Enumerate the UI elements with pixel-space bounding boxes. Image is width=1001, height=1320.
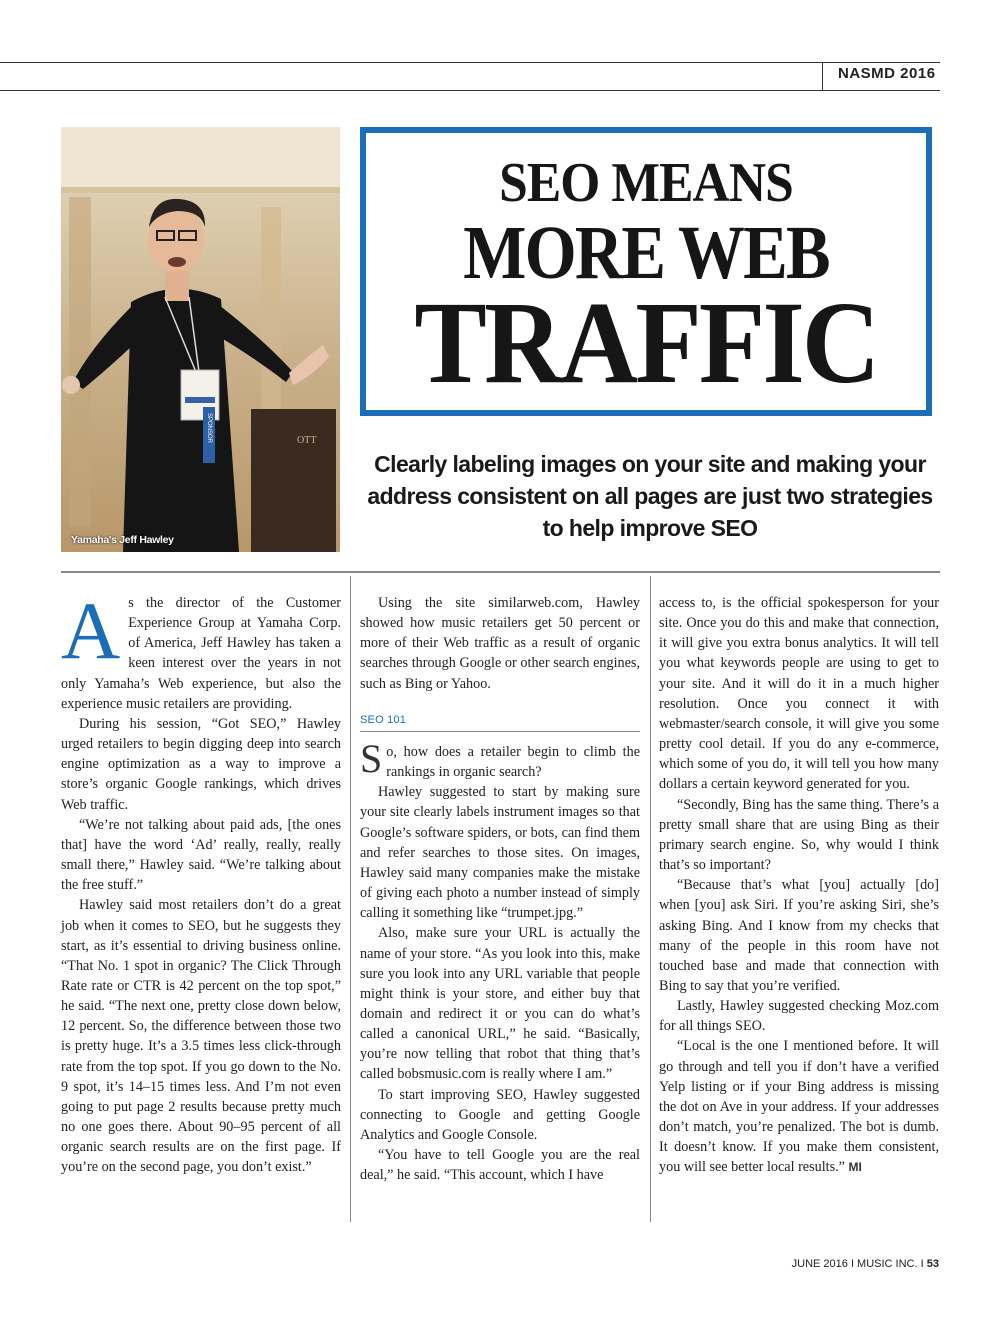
paragraph: Hawley suggested to start by making sure your site clearly labels instrument images so that Google’s software spiders, or bots, can find them and refer searches to those sites. On images, Hawley said many companies make the mistake of giving each photo a number instead of simply calling it something like “trumpet.jpg.” xyxy=(360,784,640,922)
paragraph: As the director of the Customer Experience Group at Yamaha Corp. of America, Jeff Hawley has taken a keen interest over the years in not only Yamaha’s Web experience, but also the experience music retailers are providing. xyxy=(61,585,341,712)
article-column-1 xyxy=(61,585,341,1178)
headline-line-1: SEO MEANS xyxy=(499,152,793,214)
paragraph: “We’re not talking about paid ads, [the ones that] have the word ‘Ad’ really, really, really small there,” Hawley said. “We’re talking about the free stuff.” xyxy=(61,816,341,894)
column-rule-2 xyxy=(650,576,651,1222)
header-rule-top xyxy=(0,62,940,63)
header-rule-bottom xyxy=(0,90,940,91)
page-footer xyxy=(792,1258,939,1270)
headline-line-3: TRAFFIC xyxy=(414,277,878,408)
footer-text: JUNE 2016 I MUSIC INC. I xyxy=(791,1258,924,1270)
paragraph: Also, make sure your URL is actually the name of your store. “As you look into this, make sure you look into any URL variable that people might think is your store, and either buy that domain and redirect it or you can do what’s called a canonical URL,” he said. “Basically, you’re now telling that robot that thing that’s called bobsmusic.com is really where I am.” xyxy=(360,925,640,1083)
subsection-heading: SEO 101 xyxy=(360,710,640,732)
paragraph: So, how does a retailer begin to climb the rankings in organic search? xyxy=(360,735,640,781)
headline-box xyxy=(360,127,932,416)
dropcap: S xyxy=(360,735,383,781)
paragraph: Lastly, Hawley suggested checking Moz.com for all things SEO. xyxy=(659,998,939,1035)
podium-text: OTT xyxy=(297,435,317,446)
paragraph: Using the site similarweb.com, Hawley showed how music retailers get 50 percent or more of their Web traffic as a result of organic searches through Google or other search engines, such as Bing or Yahoo. xyxy=(360,595,640,692)
header-separator xyxy=(822,62,823,90)
subheadline: Clearly labeling images on your site and making your address consistent on all pages are just two strategies to help improve SEO xyxy=(367,451,933,541)
paragraph: “You have to tell Google you are the real deal,” he said. “This account, which I have xyxy=(360,1147,640,1184)
speaker-photo xyxy=(61,127,340,552)
headline-line-2: MORE WEB xyxy=(463,211,829,295)
photo-caption: Yamaha's Jeff Hawley xyxy=(71,534,174,546)
badge-text: SPONSOR xyxy=(206,413,212,444)
paragraph: Hawley said most retailers don’t do a great job when it comes to SEO, but he suggests they start, as it’s essential to driving business online. “That No. 1 spot in organic? The Click Through Rate rate or CTR is 42 percent on the top spot,” he said. “The next one, pretty close down below, 12 percent. So, the difference between those two is pretty huge. It’s a 3.5 times less click-through rate from the top spot. If you go down to the No. 9 spot, it’s 14–15 times less. And I’m not even going to put page 2 results because pretty much no one goes there. About 90–95 percent of all organic search results are on the first page. If you’re on the second page, you don’t exist.” xyxy=(61,897,341,1176)
section-label: NASMD 2016 xyxy=(838,65,936,82)
paragraph: “Secondly, Bing has the same thing. There’s a pretty small share that are using Bing as their primary search engine. So, why would I think that’s so important? xyxy=(659,796,939,874)
paragraph: “Because that’s what [you] actually [do] when [you] ask Siri. If you’re asking Siri, she’s asking Bing. And I know from my checks that many of the people in this room have not touched base and made that connection with Bing to say that you’re verified. xyxy=(659,877,939,994)
article-top-rule xyxy=(61,571,940,573)
paragraph: To start improving SEO, Hawley suggested connecting to Google and getting Google Analytics and Google Console. xyxy=(360,1086,640,1143)
article-column-2 xyxy=(360,593,640,1185)
page-number: 53 xyxy=(926,1258,939,1270)
paragraph: “Local is the one I mentioned before. It will go through and tell you if don’t have a verified Yelp listing or if your Bing address is missing the dot on Ave in your address. If your addresses don’t match, you’re penalized. The bot is dumb. It doesn’t know. If you make them consistent, you will see better local results.” MI xyxy=(659,1038,939,1176)
article-column-3 xyxy=(659,593,939,1178)
paragraph: During his session, “Got SEO,” Hawley urged retailers to begin digging deep into search engine optimization as a way to improve a store’s organic Google rankings, which drives Web traffic. xyxy=(61,715,341,813)
paragraph: access to, is the official spokesperson for your site. Once you do this and make that connection, it will give you extra bonus analytics. It will tell you what keywords people are using to get to your site. And it will do it in a much higher resolution. Once you connect it with webmaster/search console, it will give you some pretty cool detail. If you do any e-commerce, which some of you do, it will tell you how many dollars a certain keyword generated for you. xyxy=(659,595,939,793)
dropcap: A xyxy=(61,585,121,676)
speaker-illustration xyxy=(61,127,340,552)
signoff: MI xyxy=(848,1160,862,1175)
column-rule-1 xyxy=(350,576,351,1222)
